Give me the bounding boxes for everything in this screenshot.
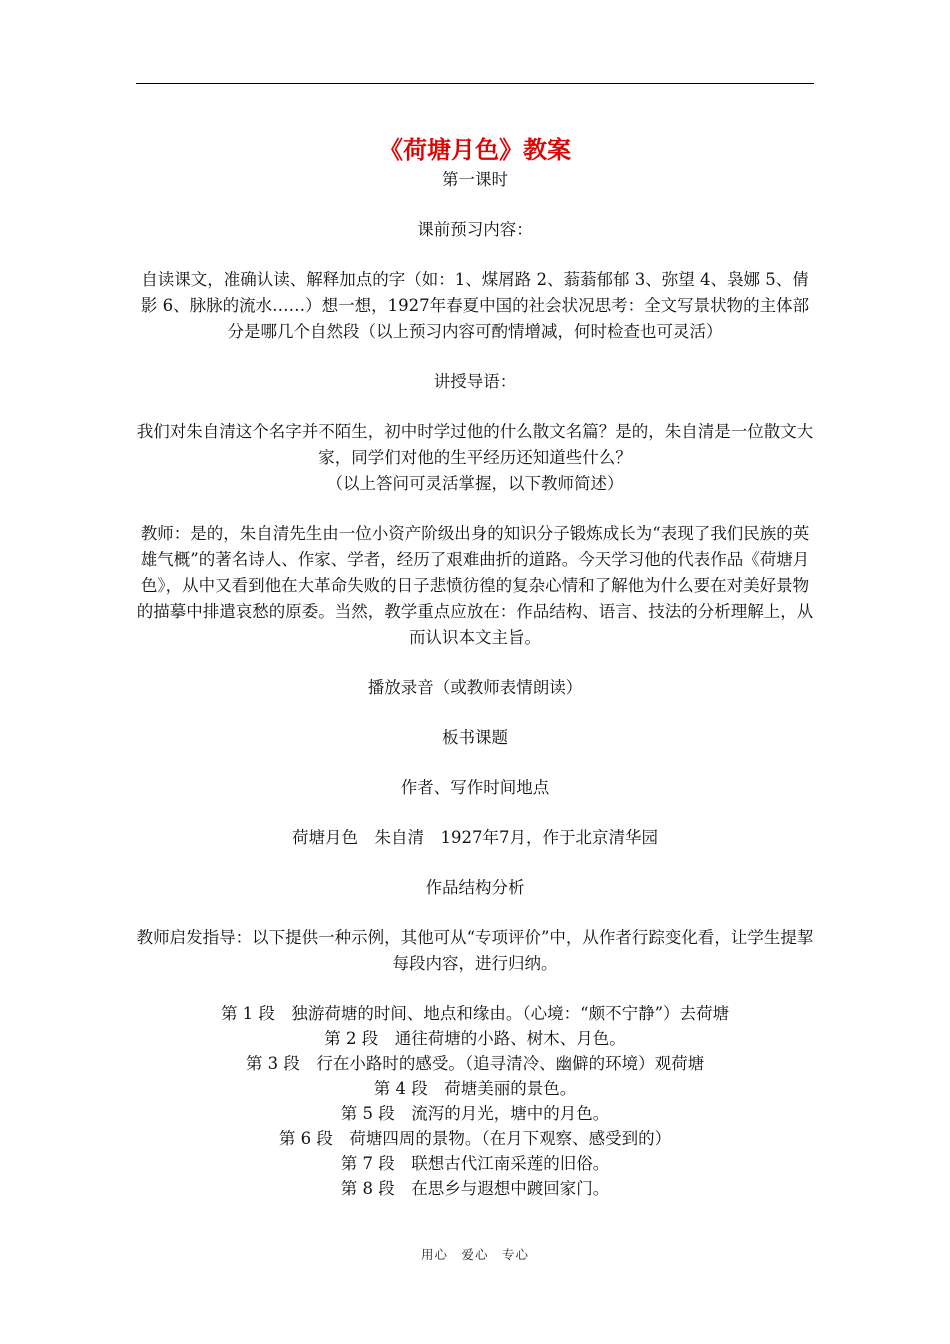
segment-item: 第 1 段 独游荷塘的时间、地点和缘由。（心境：“颇不宁静”）去荷塘 bbox=[220, 1004, 730, 1023]
segment-item: 第 6 段 荷塘四周的景物。（在月下观察、感受到的） bbox=[278, 1129, 672, 1148]
lesson-label: 第一课时 bbox=[442, 170, 508, 189]
preview-heading: 课前预习内容： bbox=[417, 220, 533, 239]
play-recording-line: 播放录音（或教师表情朗读） bbox=[367, 678, 583, 697]
work-info-line: 荷塘月色 朱自清 1927年7月，作于北京清华园 bbox=[292, 828, 658, 847]
segment-item: 第 2 段 通往荷塘的小路、树木、月色。 bbox=[324, 1029, 626, 1048]
intro-paragraph: 我们对朱自清这个名字并不陌生，初中时学过他的什么散文名篇？是的，朱自清是一位散文大家，同学们对他的生平经历还知道些什么？ bbox=[136, 422, 814, 467]
guide-paragraph: 教师启发指导：以下提供一种示例，其他可从“专项评价”中，从作者行踪变化看，让学生提挈每段内容，进行归纳。 bbox=[136, 928, 814, 973]
segment-item: 第 4 段 荷塘美丽的景色。 bbox=[373, 1079, 577, 1098]
segment-list bbox=[136, 1001, 814, 1201]
segment-item: 第 5 段 流泻的月光，塘中的月色。 bbox=[340, 1104, 610, 1123]
intro-note: （以上答问可灵活掌握，以下教师简述） bbox=[326, 474, 624, 493]
document-body bbox=[136, 130, 814, 1201]
document-title: 《荷塘月色》教案 bbox=[379, 136, 571, 164]
preview-paragraph: 自读课文，准确认读、解释加点的字（如：1、煤屑路 2、蓊蓊郁郁 3、弥望 4、袅娜 5、倩影 6、脉脉的流水……）想一想，1927年春夏中国的社会状况思考：全文写景状物的主体部分是哪几个自然段（以上预习内容可酌情增减，何时检查也可灵活） bbox=[140, 270, 810, 341]
author-time-place-line: 作者、写作时间地点 bbox=[400, 778, 550, 797]
board-title-line: 板书课题 bbox=[442, 728, 508, 747]
header-rule bbox=[136, 83, 814, 84]
segment-item: 第 3 段 行在小路时的感受。（追寻清冷、幽僻的环境）观荷塘 bbox=[245, 1054, 705, 1073]
segment-item: 第 8 段 在思乡与遐想中踱回家门。 bbox=[340, 1179, 610, 1198]
page-footer: 用心 爱心 专心 bbox=[420, 1247, 529, 1262]
intro-heading: 讲授导语： bbox=[433, 372, 517, 391]
structure-heading: 作品结构分析 bbox=[425, 878, 525, 897]
segment-item: 第 7 段 联想古代江南采莲的旧俗。 bbox=[340, 1154, 610, 1173]
teacher-paragraph: 教师：是的，朱自清先生由一位小资产阶级出身的知识分子锻炼成长为“表现了我们民族的英雄气概”的著名诗人、作家、学者，经历了艰难曲折的道路。今天学习他的代表作品《荷塘月色》，从中又看到他在大革命失败的日子悲愤彷徨的复杂心情和了解他为什么要在对美好景物的描摹中排遣哀愁的原委。当然，教学重点应放在：作品结构、语言、技法的分析理解上，从而认识本文主旨。 bbox=[136, 524, 814, 647]
